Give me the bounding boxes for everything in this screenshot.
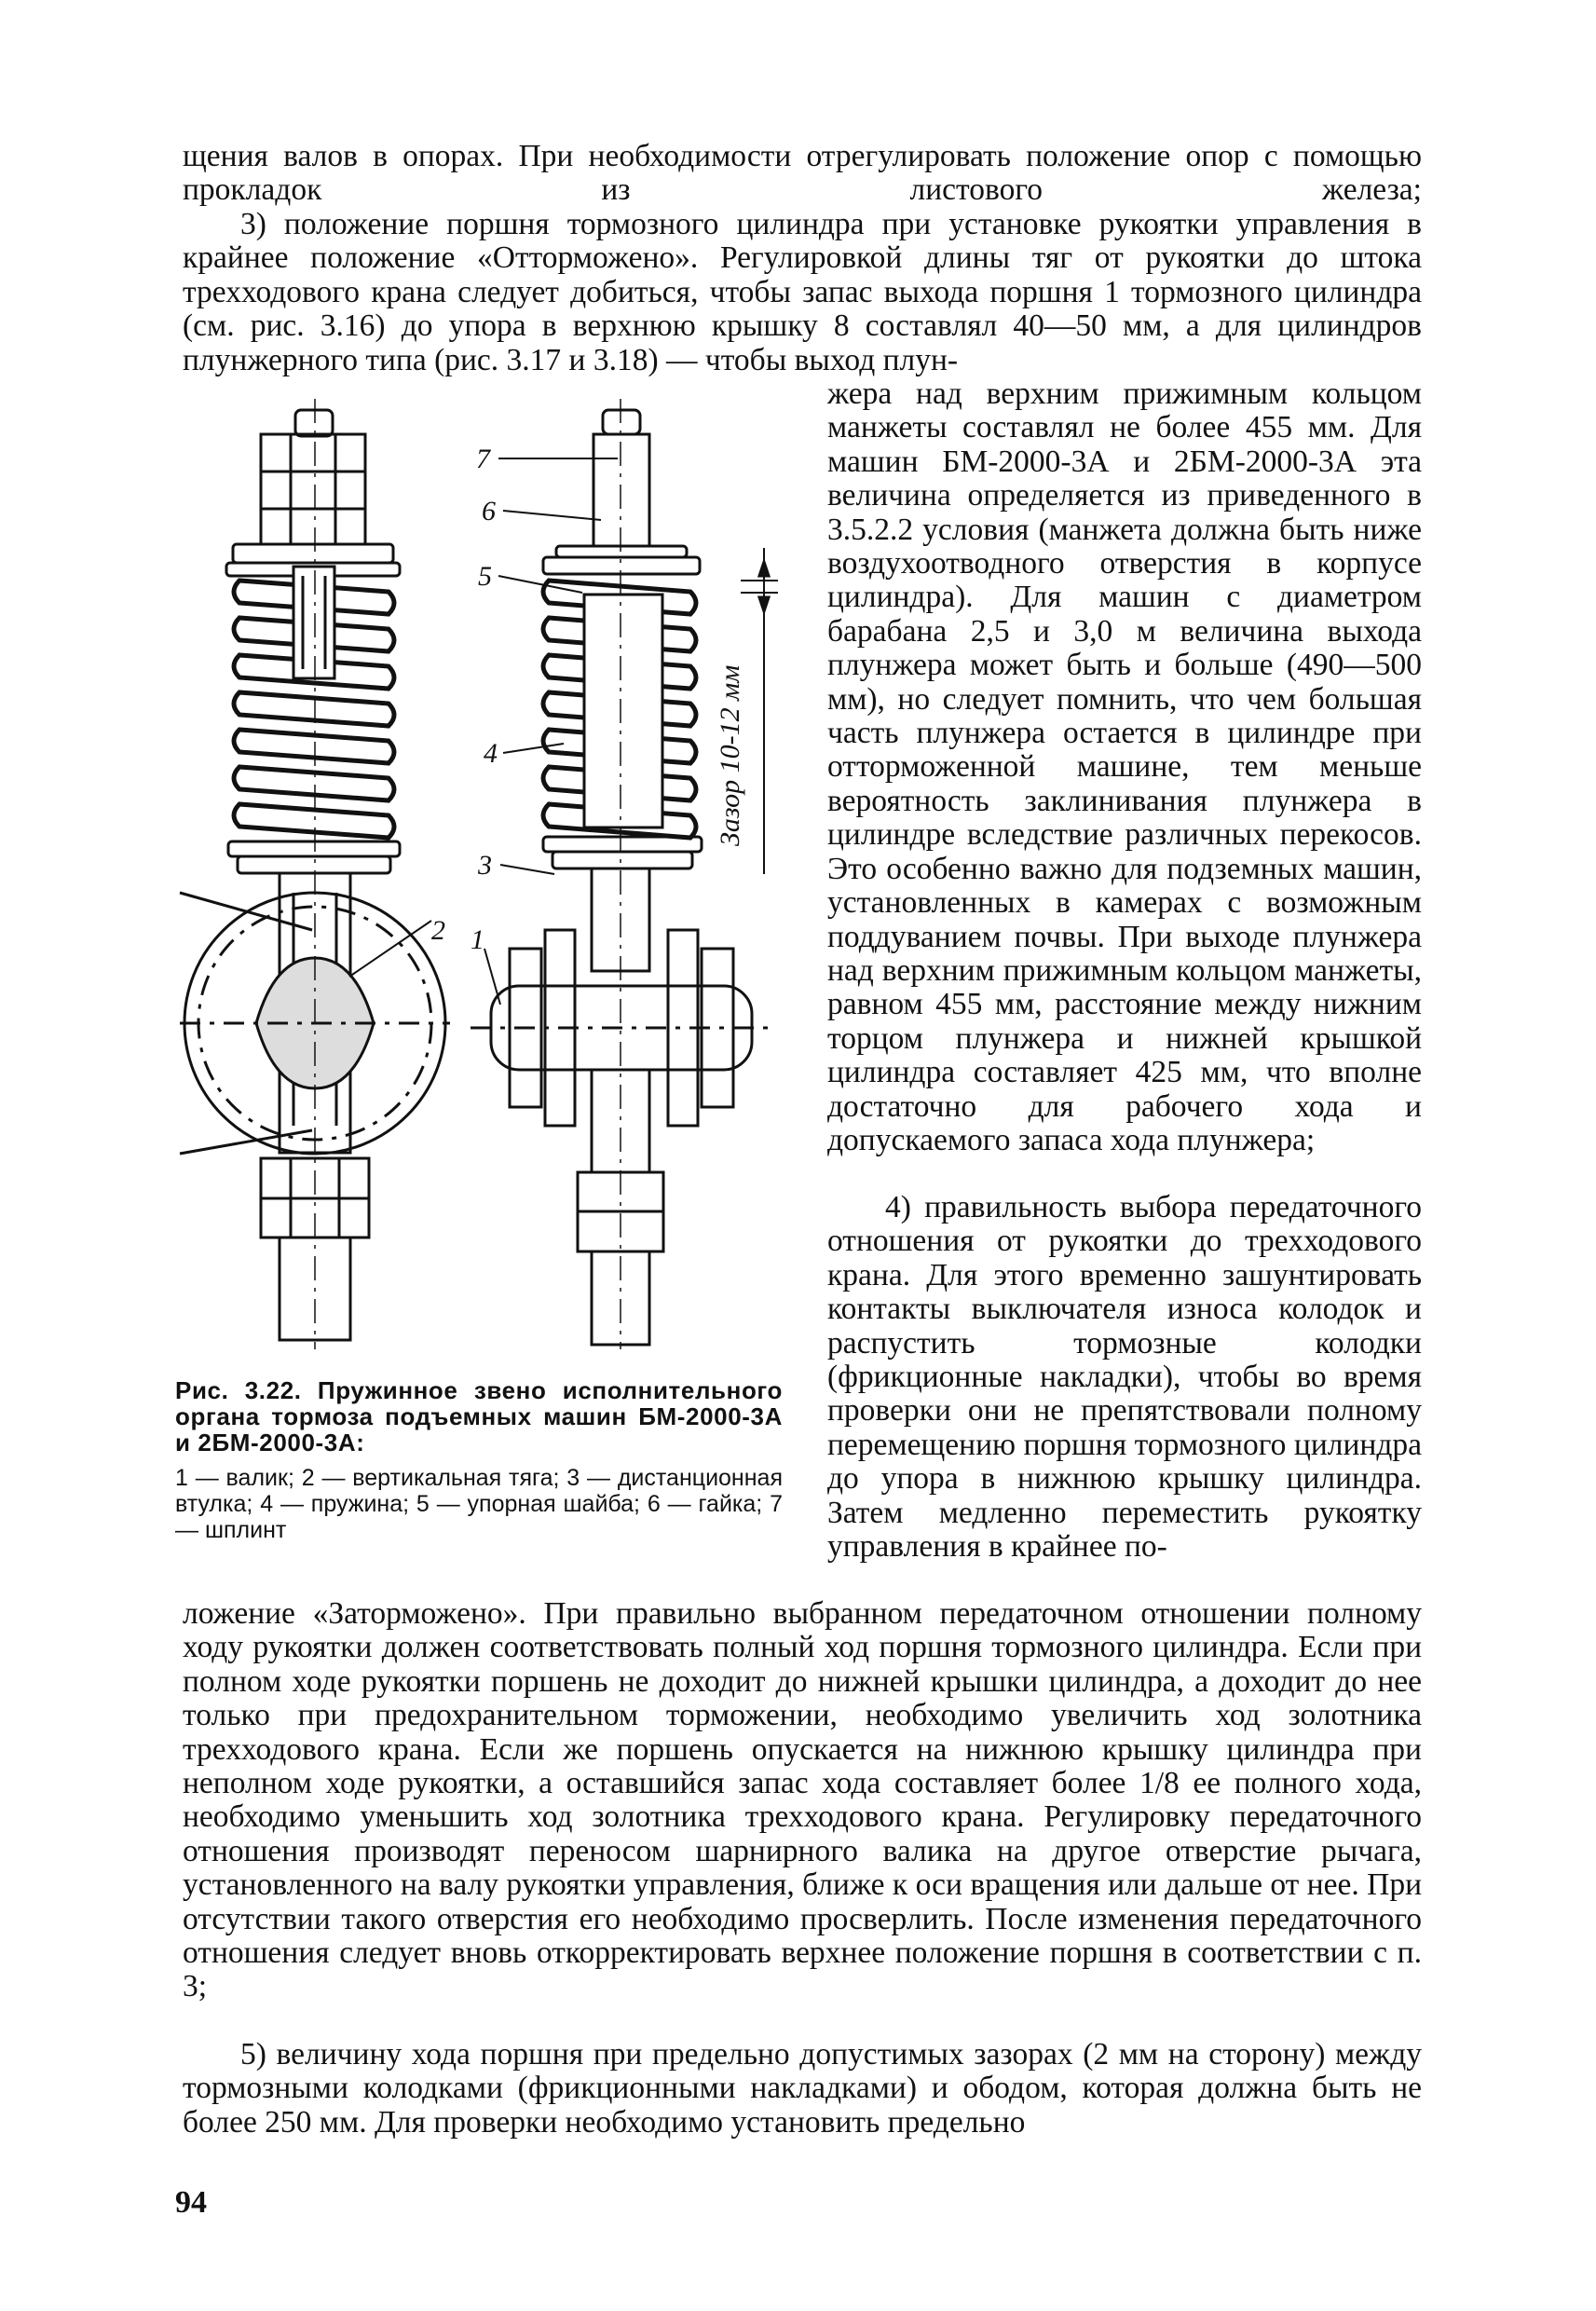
paragraph-item-5: 5) величину хода поршня при предельно допустимых зазорах (2 мм на сторону) между тормозными колодками (фрикционными накладками) и ободом, которая должна быть не более 250 мм. Для проверки необходимо установить предельно — [183, 2037, 1422, 2140]
figure-caption-title: Рис. 3.22. Пружинное звено исполнительного органа тормоза подъемных машин БМ-2000-3А и 2БМ-2000-3А: — [175, 1376, 783, 1456]
spring-link-drawing — [163, 390, 806, 1368]
label-6: 6 — [482, 496, 496, 526]
label-3: 3 — [478, 850, 492, 881]
figure-caption-legend: 1 — валик; 2 — вертикальная тяга; 3 — дистанционная втулка; 4 — пружина; 5 — упорная шайба; 6 — гайка; 7 — шплинт — [175, 1465, 783, 1543]
paragraph-top: щения валов в опорах. При необходимости отрегулировать положение опор с помощью прокладок из листового железа; — [183, 139, 1422, 208]
page-number: 94 — [175, 2185, 207, 2220]
label-1: 1 — [471, 924, 484, 955]
gap-dimension-label: Зазор 10-12 мм — [715, 664, 745, 846]
paragraph-continuation: ложение «Заторможено». При правильно выбранном передаточном отношении полному ходу рукоятки должен соответствовать полный ход поршня тормозного цилиндра. Если при полном ходе рукоятки поршень не доходит до нижней крышки цилиндра, а доходит до нее только при предохранительном торможении, необходимо увеличить ход золотника трехходового крана. Если же поршень опускается на нижнюю крышку цилиндра при неполном ходе рукоятки, а оставшийся запас хода составляет более 1/8 ее полного хода, необходимо уменьшить ход золотника трехходового крана. Регулировку передаточного отношения производят переносом шарнирного валика на другое отверстие рычага, установленного на валу рукоятки управления, ближе к оси вращения или дальше от нее. При отсутствии такого отверстия его необходимо просверлить. После изменения передаточного отношения следует вновь откорректировать верхнее положение поршня в соответствии с п. 3; — [183, 1596, 1422, 2004]
right-column-paragraph-2: 4) правильность выбора передаточного отношения от рукоятки до трехходового крана. Для этого временно зашунтировать контакты выключателя износа колодок и распустить тормозные колодки (фрикционные накладки), чтобы во время проверки они не препятствовали полному перемещению поршня тормозного цилиндра до упора в нижнюю крышку цилиндра. Затем медленно переместить рукоятку управления в крайнее по- — [827, 1190, 1422, 1565]
label-4: 4 — [484, 738, 498, 769]
paragraph-item-3: 3) положение поршня тормозного цилиндра при установке рукоятки управления в крайнее положение «Отторможено». Регулировкой длины тяг от рукоятки до штока трехходового крана следует добиться, чтобы запас выхода поршня 1 тормозного цилиндра (см. рис. 3.16) до упора в верхнюю крышку 8 составлял 40—50 мм, а для цилиндров плунжерного типа (рис. 3.17 и 3.18) — чтобы выход плун- — [183, 207, 1422, 377]
label-5: 5 — [478, 561, 492, 592]
label-2: 2 — [431, 915, 445, 946]
right-column-paragraph-1: жера над верхним прижимным кольцом манжеты составлял не более 455 мм. Для машин БМ-2000-3А и 2БМ-2000-3А эта величина определяется из приведенного в 3.5.2.2 условия (манжета должна быть ниже воздухоотводного отверстия в корпусе цилиндра). Для машин с диаметром барабана 2,5 и 3,0 м величина выхода плунжера может быть и больше (490—500 мм), но следует помнить, что чем большая часть плунжера остается в цилиндре при отторможенной машине, тем меньше вероятность заклинивания плунжера в цилиндре вследствие различных перекосов. Это особенно важно для подземных машин, установленных в камерах с возможным поддуванием почвы. При выходе плунжера над верхним прижимным кольцом манжеты, равном 455 мм, расстояние между нижним торцом плунжера и нижней крышкой цилиндра составляет 425 мм, что вполне достаточно для рабочего хода и допускаемого запаса хода плунжера; — [827, 376, 1422, 1157]
figure-spring-link — [163, 390, 806, 1368]
label-7: 7 — [476, 444, 490, 474]
